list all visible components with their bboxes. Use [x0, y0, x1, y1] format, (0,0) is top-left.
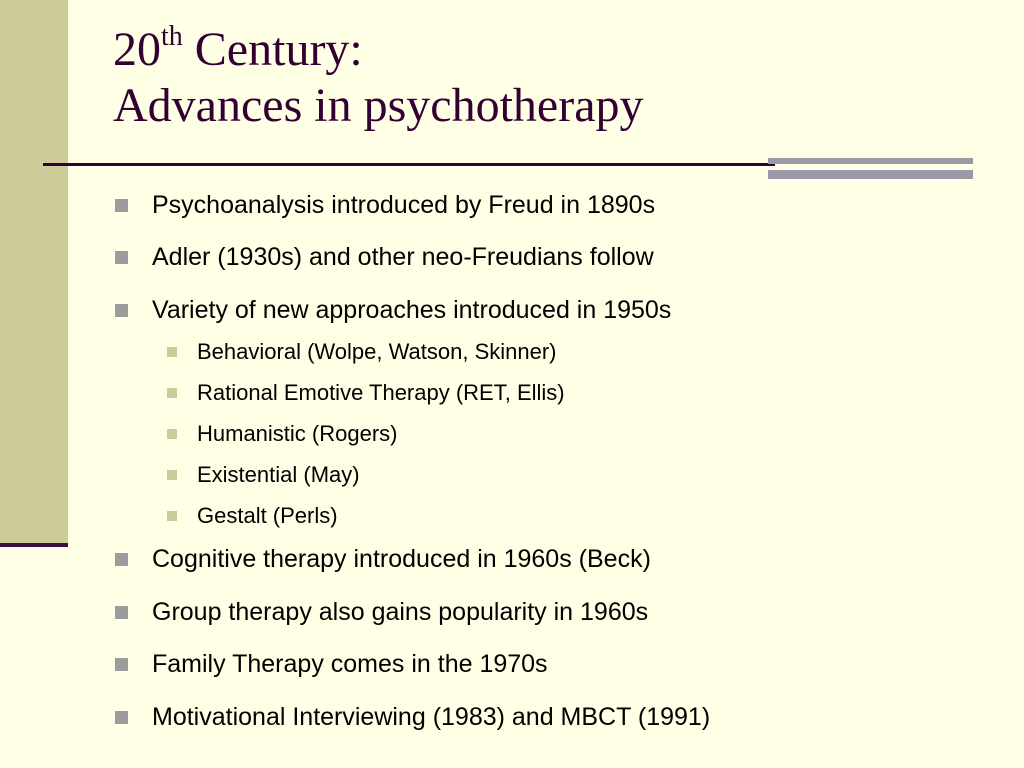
title-century: Century: — [182, 23, 363, 76]
bullet-item — [115, 647, 548, 681]
title-superscript: th — [161, 21, 183, 52]
square-sub-bullet-icon — [167, 347, 177, 357]
sub-bullet-item — [167, 501, 338, 531]
bullet-item — [115, 240, 654, 274]
bullet-text: Psychoanalysis introduced by Freud in 1890s — [152, 190, 656, 219]
square-sub-bullet-icon — [167, 429, 177, 439]
bullet-text: Motivational Interviewing (1983) and MBCT (1991) — [152, 702, 711, 731]
sidebar-decoration — [0, 0, 68, 544]
title-line2: Advances in psychotherapy — [113, 79, 644, 132]
bullet-item — [115, 542, 651, 576]
sub-bullet-text: Humanistic (Rogers) — [197, 421, 398, 446]
sidebar-rule — [0, 543, 68, 547]
square-bullet-icon — [115, 199, 128, 212]
bullet-text: Adler (1930s) and other neo-Freudians follow — [152, 242, 654, 271]
bullet-text: Variety of new approaches introduced in 1950s — [152, 295, 672, 324]
sub-bullet-text: Rational Emotive Therapy (RET, Ellis) — [197, 380, 565, 405]
accent-bar-bottom — [768, 170, 973, 179]
accent-bar-top — [768, 158, 973, 164]
title-line1 — [113, 23, 363, 76]
bullet-item — [115, 595, 648, 629]
square-bullet-icon — [115, 251, 128, 264]
square-bullet-icon — [115, 658, 128, 671]
bullet-text: Family Therapy comes in the 1970s — [152, 649, 548, 678]
sub-bullet-text: Behavioral (Wolpe, Watson, Skinner) — [197, 339, 557, 364]
sub-bullet-item — [167, 419, 398, 449]
square-bullet-icon — [115, 606, 128, 619]
sub-bullet-text: Gestalt (Perls) — [197, 503, 338, 528]
sub-bullet-item — [167, 378, 565, 408]
title-underline — [43, 163, 775, 166]
square-bullet-icon — [115, 553, 128, 566]
bullet-item — [115, 293, 671, 327]
sub-bullet-text: Existential (May) — [197, 462, 360, 487]
bullet-text: Cognitive therapy introduced in 1960s (Beck) — [152, 544, 651, 573]
bullet-text: Group therapy also gains popularity in 1960s — [152, 597, 649, 626]
bullet-item — [115, 700, 710, 734]
bullet-item — [115, 188, 655, 222]
sub-bullet-item — [167, 337, 557, 367]
title-number: 20 — [113, 23, 161, 76]
square-bullet-icon — [115, 304, 128, 317]
square-sub-bullet-icon — [167, 388, 177, 398]
square-sub-bullet-icon — [167, 470, 177, 480]
square-sub-bullet-icon — [167, 511, 177, 521]
sub-bullet-item — [167, 460, 360, 490]
slide-title — [113, 22, 644, 134]
square-bullet-icon — [115, 711, 128, 724]
